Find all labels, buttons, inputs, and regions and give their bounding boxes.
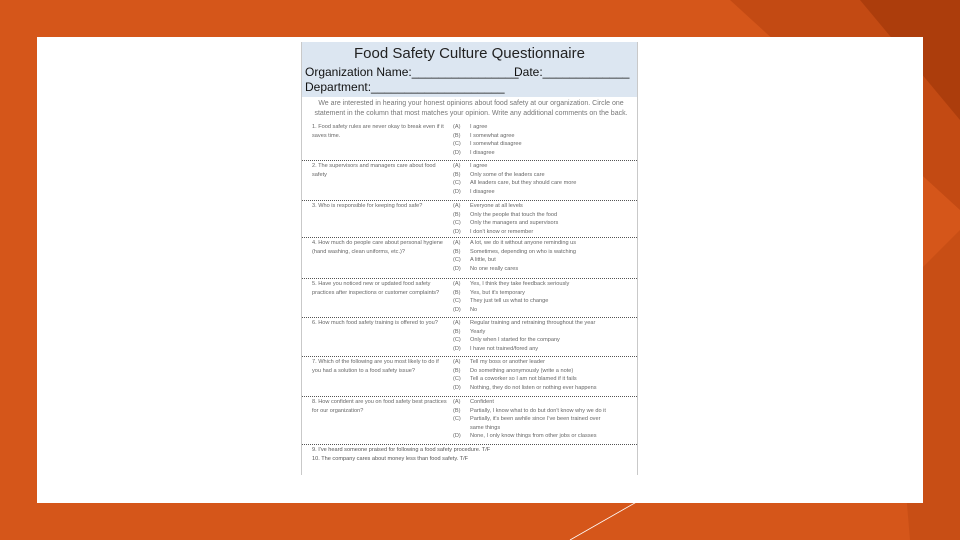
- option-text: Only some of the leaders care: [470, 171, 545, 178]
- question-item: [302, 161, 637, 201]
- instructions-text: We are interested in hearing your honest opinions about food safety at our organization. Circle one statement in the column that most matches your opinion. Write any additional comments on the back.: [314, 100, 628, 117]
- answer-option[interactable]: [453, 248, 633, 257]
- answer-option[interactable]: [453, 432, 633, 441]
- answer-option[interactable]: [453, 188, 633, 197]
- question-text: 5. Have you noticed new or updated food safety practices after inspections or customer complaints?: [312, 281, 440, 296]
- question-text: 3. Who is responsible for keeping food safe?: [312, 203, 423, 209]
- answer-options: [453, 358, 633, 392]
- question-item: [302, 279, 637, 318]
- answer-options: [453, 239, 633, 273]
- option-letter: (D): [453, 345, 461, 352]
- option-text: Sometimes, depending on who is watching: [470, 248, 577, 255]
- answer-option[interactable]: [453, 367, 633, 376]
- option-text: A little, but: [470, 257, 496, 264]
- answer-option[interactable]: [453, 358, 633, 367]
- option-letter: (C): [453, 180, 461, 187]
- option-text: No: [470, 306, 478, 313]
- option-text: Tell a coworker so I am not blamed if it fails: [470, 376, 577, 383]
- question-item: [302, 201, 637, 238]
- option-letter: (C): [453, 220, 461, 227]
- option-letter: (A): [453, 359, 461, 365]
- answer-options: [453, 202, 633, 236]
- option-text: A lot, we do it without anyone reminding us: [470, 240, 577, 246]
- answer-option[interactable]: [453, 179, 633, 188]
- question-item: [302, 238, 637, 279]
- true-false-statement: 10. The company cares about money less than food safety. T/F: [312, 456, 469, 462]
- option-letter: (B): [453, 367, 461, 374]
- question-text: 7. Which of the following are you most likely to do if you had a solution to a food safety issue?: [312, 359, 439, 374]
- question-text: 4. How much do people care about personal hygiene (hand washing, clean uniforms, etc.)?: [312, 240, 443, 255]
- option-letter: (C): [453, 298, 461, 305]
- answer-options: [453, 398, 633, 441]
- answer-option[interactable]: [453, 149, 633, 158]
- option-letter: (B): [453, 248, 461, 255]
- option-text: Only the people that touch the food: [470, 211, 558, 218]
- answer-options: [453, 319, 633, 353]
- option-text: Tell my boss or another leader: [470, 359, 545, 365]
- answer-option[interactable]: [453, 328, 633, 337]
- answer-option[interactable]: [453, 256, 633, 265]
- option-letter: (C): [453, 416, 461, 423]
- organization-name-field: Organization Name:________________: [305, 65, 519, 79]
- option-text: Partially, I know what to do but don't know why we do it: [470, 407, 606, 414]
- question-item: [302, 122, 637, 161]
- option-letter: (A): [453, 240, 461, 246]
- option-letter: (A): [453, 281, 461, 287]
- answer-option[interactable]: [453, 211, 633, 220]
- option-letter: (D): [453, 228, 461, 235]
- option-letter: (D): [453, 265, 461, 272]
- option-text: Confident: [470, 399, 494, 405]
- answer-option[interactable]: [453, 202, 633, 211]
- option-text: Yearly: [470, 328, 486, 335]
- question-text: 1. Food safety rules are never okay to break even if it saves time.: [312, 124, 444, 139]
- option-text: Everyone at all levels: [470, 203, 523, 209]
- question-item: [302, 318, 637, 357]
- option-letter: (D): [453, 188, 461, 195]
- answer-option[interactable]: [453, 265, 633, 274]
- answer-option[interactable]: [453, 297, 633, 306]
- option-letter: (C): [453, 257, 461, 264]
- question-text: 8. How confident are you on food safety best practices for our organization?: [312, 399, 447, 414]
- true-false-statement: 9. I've heard someone praised for following a food safety procedure. T/F: [312, 447, 491, 453]
- answer-option[interactable]: [453, 140, 633, 149]
- department-field: Department:____________________: [305, 80, 505, 94]
- option-letter: (A): [453, 163, 461, 169]
- option-text: No one really cares: [470, 265, 519, 272]
- option-letter: (D): [453, 384, 461, 391]
- answer-option[interactable]: [453, 132, 633, 141]
- answer-options: [453, 280, 633, 314]
- question-item: [302, 357, 637, 397]
- option-text: Nothing, they do not listen or nothing ever happens: [470, 384, 597, 391]
- question-text: 6. How much food safety training is offered to you?: [312, 320, 438, 326]
- option-text: I disagree: [470, 149, 495, 156]
- option-letter: (B): [453, 211, 461, 218]
- answer-options: [453, 123, 633, 157]
- option-letter: (B): [453, 171, 461, 178]
- questionnaire-document: [301, 42, 638, 475]
- option-letter: (A): [453, 399, 461, 405]
- option-text: I have not trained/fored any: [470, 345, 539, 352]
- option-text: They just tell us what to change: [470, 298, 549, 305]
- option-letter: (C): [453, 337, 461, 344]
- option-text: I somewhat agree: [470, 132, 515, 139]
- option-text: I somewhat disagree: [470, 141, 522, 148]
- option-letter: (B): [453, 289, 461, 296]
- answer-option[interactable]: [453, 375, 633, 384]
- option-letter: (D): [453, 149, 461, 156]
- option-text: Only the managers and supervisors: [470, 220, 559, 227]
- date-field: Date:_____________: [514, 65, 630, 79]
- option-text: I agree: [470, 124, 488, 130]
- option-text: Regular training and retraining throughout the year: [470, 320, 596, 326]
- option-text: Yes, I think they take feedback seriously: [470, 281, 570, 287]
- option-letter: (D): [453, 306, 461, 313]
- option-letter: (D): [453, 433, 461, 440]
- question-item: [302, 397, 637, 445]
- answer-option[interactable]: [453, 306, 633, 315]
- answer-option[interactable]: [453, 239, 633, 248]
- answer-option[interactable]: [453, 289, 633, 298]
- answer-option[interactable]: [453, 415, 633, 424]
- option-letter: (A): [453, 124, 461, 130]
- option-letter: (A): [453, 320, 461, 326]
- document-header: [302, 42, 637, 97]
- option-text: Only when I started for the company: [470, 337, 560, 344]
- option-text: All leaders care, but they should care more: [470, 180, 577, 187]
- option-text: None, I only know things from other jobs or classes: [470, 433, 597, 440]
- option-letter: (B): [453, 407, 461, 414]
- answer-option[interactable]: [453, 319, 633, 328]
- option-text: Yes, but it's temporary: [470, 289, 525, 296]
- option-text: I agree: [470, 163, 488, 169]
- answer-option[interactable]: [453, 336, 633, 345]
- option-text: I disagree: [470, 188, 495, 195]
- answer-option[interactable]: [453, 162, 633, 171]
- option-letter: (C): [453, 141, 461, 148]
- answer-option[interactable]: [453, 171, 633, 180]
- answer-option[interactable]: [453, 219, 633, 228]
- document-title: Food Safety Culture Questionnaire: [354, 45, 585, 62]
- option-letter: (A): [453, 203, 461, 209]
- option-text: I don't know or remember: [470, 228, 534, 235]
- answer-option[interactable]: [453, 280, 633, 289]
- question-text: 2. The supervisors and managers care about food safety: [312, 163, 436, 178]
- answer-option[interactable]: [453, 228, 633, 237]
- answer-option[interactable]: [453, 398, 633, 407]
- answer-option[interactable]: [453, 123, 633, 132]
- answer-options: [453, 162, 633, 196]
- answer-option[interactable]: [453, 407, 633, 416]
- option-text: same things: [470, 424, 501, 431]
- option-letter: (C): [453, 376, 461, 383]
- answer-option[interactable]: [453, 345, 633, 354]
- answer-option[interactable]: [453, 384, 633, 393]
- option-text: Do something anonymously (write a note): [470, 367, 574, 374]
- option-letter: (B): [453, 328, 461, 335]
- option-letter: (B): [453, 132, 461, 139]
- option-text: Partially, it's been awhile since I've been trained over: [470, 416, 601, 423]
- answer-option[interactable]: [453, 424, 633, 433]
